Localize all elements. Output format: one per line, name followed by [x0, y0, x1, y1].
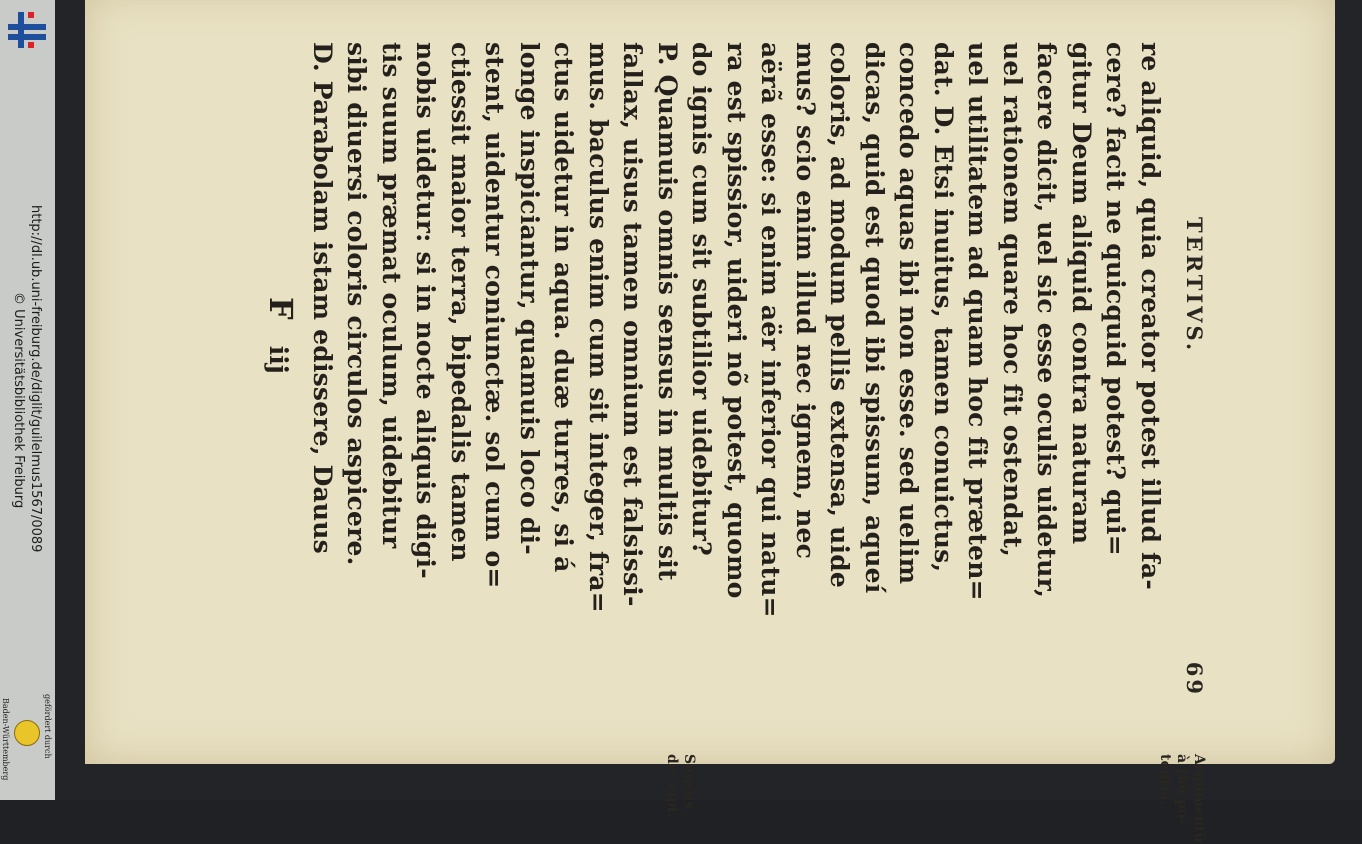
- text-line: mus. baculus enim cum sit integer, fra=: [584, 42, 613, 613]
- copyright-text: © Universitätsbibliothek Freiburg: [11, 292, 26, 509]
- text-line: concedo aquas ibi non esse. sed uelim: [894, 42, 924, 585]
- text-line: ctus uidetur in aqua. duæ turres, si á: [549, 42, 579, 573]
- text-line: mus? scio enim illud nec ignem, nec: [791, 42, 820, 560]
- text-line: aërã esse: si enim aër inferior qui natu=: [756, 42, 786, 618]
- margin-note-sensus: Sensus de- cipi.: [664, 754, 697, 818]
- text-line: D. Parabolam istam edissere, Dauus: [308, 42, 337, 554]
- signature-numeral: iij: [264, 345, 294, 374]
- text-line: cere? facit ne quicquid potest? qui=: [1101, 42, 1131, 556]
- text-line: facere dicit, uel sic esse oculis uidetur,: [1032, 42, 1062, 599]
- state-seal-icon: [14, 720, 40, 746]
- page-number: 69: [1182, 661, 1207, 697]
- text-line: fallax, uisus tamen omnium est falsissi-: [618, 42, 648, 607]
- signature-mark: [263, 297, 301, 662]
- sidebar: [0, 0, 55, 800]
- text-lines: [305, 42, 1168, 662]
- signature-letter: F: [262, 297, 301, 320]
- text-line: uel utilitatem ad quam hoc fit præten=: [963, 42, 993, 601]
- text-line: ra est spissior, uideri nõ potest, quomo: [722, 42, 751, 599]
- text-line: sibi diuersi coloris circulos aspicere.: [342, 42, 372, 566]
- text-line: re aliquid, quia creator potest illud fa-: [1136, 42, 1165, 590]
- text-line: tis suum præmat oculum, uidebitur: [377, 42, 406, 549]
- margin-note-argument: Argumentũ à Dei po- tentia.: [1157, 754, 1207, 843]
- text-line: gitur Deum aliquid contra naturam: [1067, 42, 1096, 545]
- text-line: dicas, quid est quod ibi spissum, aqueí: [860, 42, 889, 594]
- text-line: do ignis cum sit subtilior uidebitur?: [687, 42, 717, 556]
- text-line: uel rationem quare hoc fit ostendat,: [998, 42, 1027, 558]
- text-line: P. Quamuis omnis sensus in multis sit: [653, 42, 682, 581]
- page-header: [1173, 217, 1207, 697]
- text-line: longe inspiciantur, quamuis loco di-: [515, 42, 544, 555]
- text-line: ctiessit maior terra, bipedalis tamen: [446, 42, 475, 562]
- text-line: coloris, ad modum pellis extensa, uide: [825, 42, 855, 588]
- funder-line2: Baden-Württemberg: [1, 698, 10, 781]
- url-text[interactable]: http://dl.ub.uni-freiburg.de/diglit/guilelmus1567/0089: [28, 205, 43, 553]
- text-line: stent, uidentur coniunctæ. sol cum o=: [480, 42, 510, 589]
- funder-line1: gefördert durch: [43, 694, 52, 759]
- text-line: dat. D. Etsi inuitus, tamen conuictus,: [929, 42, 958, 573]
- funder-block: [0, 692, 55, 800]
- university-library-logo-icon[interactable]: [4, 10, 46, 50]
- page-text: [262, 42, 1208, 843]
- running-head: TERTIVS.: [1182, 217, 1207, 354]
- text-line: nobis uidetur: si in nocte aliquis digi-: [411, 42, 441, 579]
